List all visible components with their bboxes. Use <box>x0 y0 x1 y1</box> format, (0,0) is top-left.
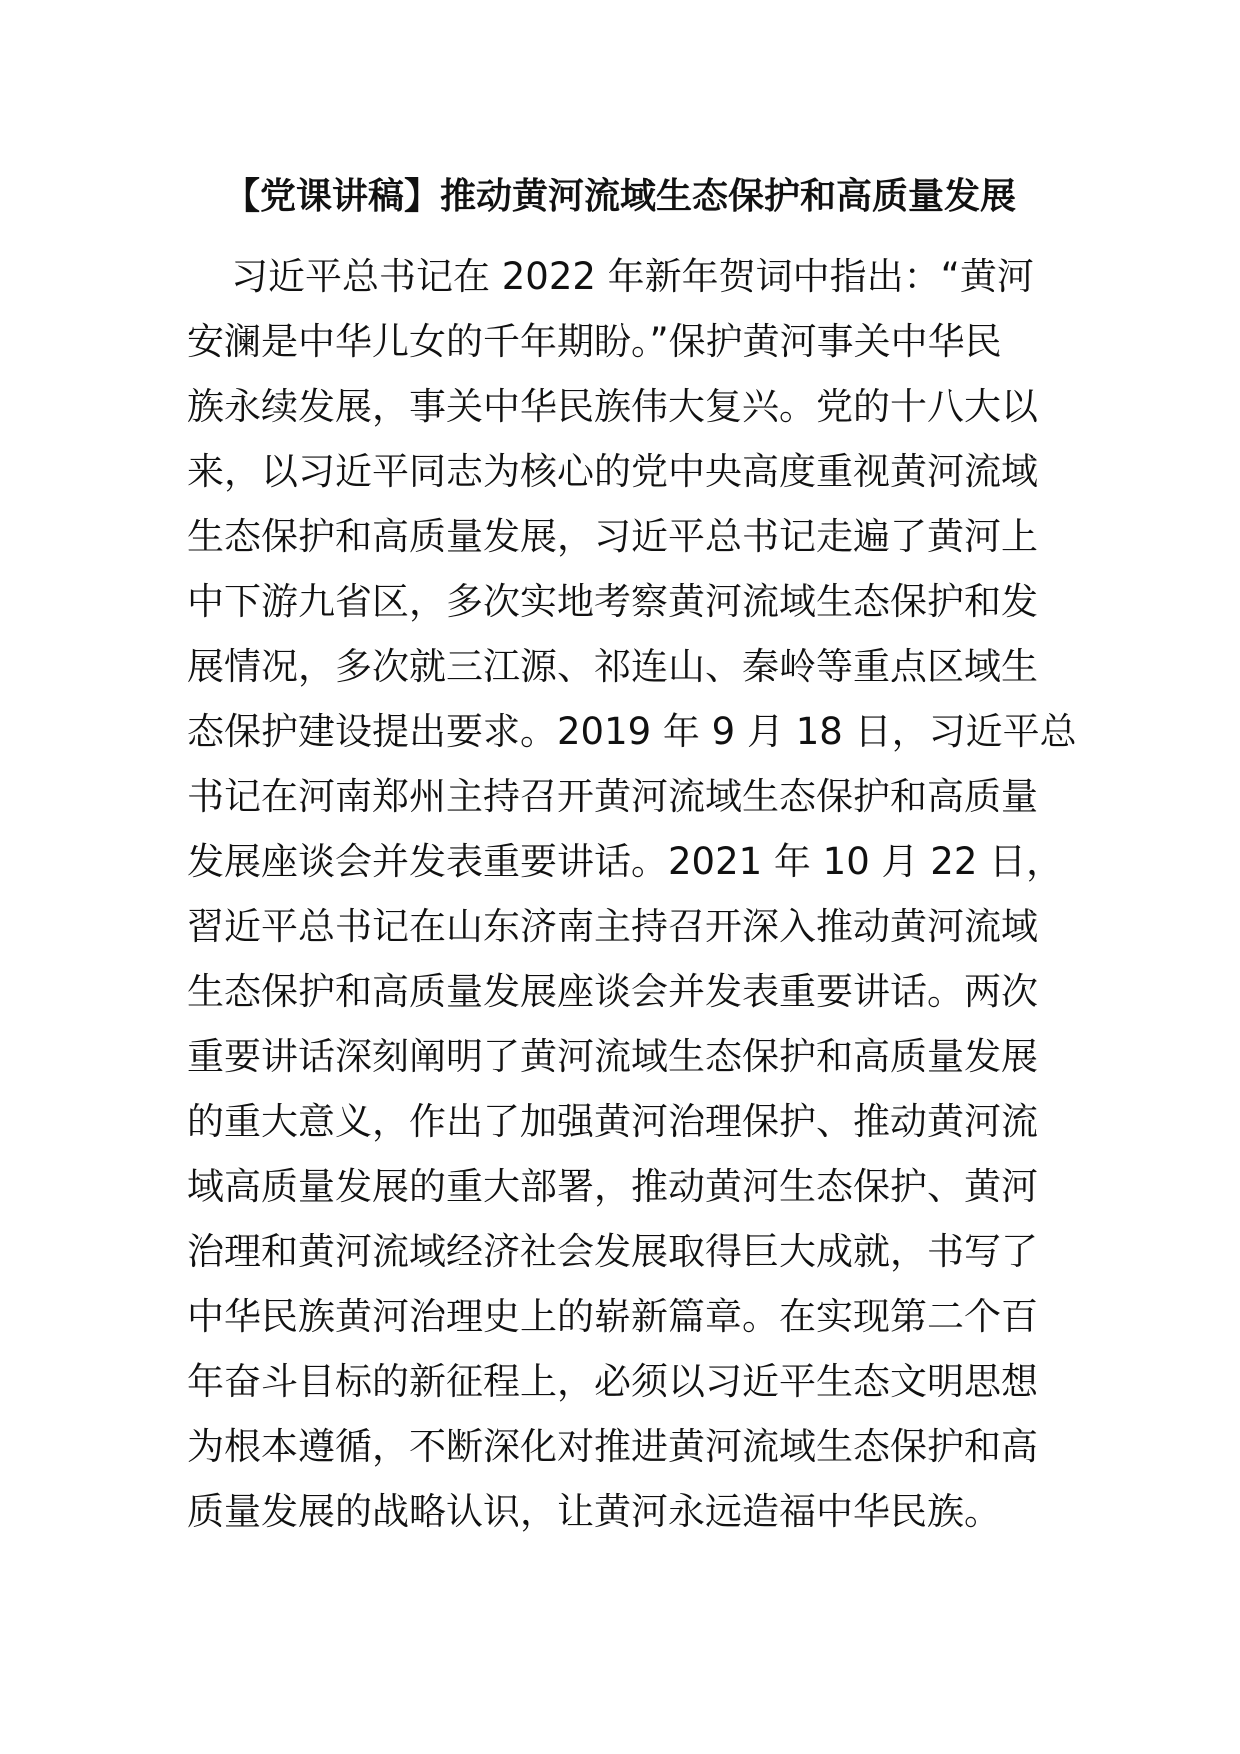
body-line: 重要讲话深刻阐明了黄河流域生态保护和高质量发展 <box>187 1035 1038 1078</box>
body-line: 来，以习近平同志为核心的党中央高度重视黄河流域 <box>187 450 1038 493</box>
body-line: 习近平总书记在 2022 年新年贺词中指出：“黄河 <box>231 255 1034 298</box>
body-line: 发展座谈会并发表重要讲话。2021 年 10 月 22 日， <box>187 840 1064 883</box>
body-line: 年奋斗目标的新征程上，必须以习近平生态文明思想 <box>187 1360 1038 1403</box>
body-line: 质量发展的战略认识，让黄河永远造福中华民族。 <box>187 1490 1001 1533</box>
body-line: 书记在河南郑州主持召开黄河流域生态保护和高质量 <box>187 775 1038 818</box>
body-line: 治理和黄河流域经济社会发展取得巨大成就，书写了 <box>187 1230 1038 1273</box>
body-line: 生态保护和高质量发展座谈会并发表重要讲话。两次 <box>187 970 1038 1013</box>
body-line: 为根本遵循，不断深化对推进黄河流域生态保护和高 <box>187 1425 1038 1468</box>
body-line: 的重大意义，作出了加强黄河治理保护、推动黄河流 <box>187 1100 1038 1143</box>
body-line: 态保护建设提出要求。2019 年 9 月 18 日，习近平总 <box>187 710 1077 753</box>
body-line: 安澜是中华儿女的千年期盼。”保护黄河事关中华民 <box>187 320 1002 363</box>
body-line: 展情况，多次就三江源、祁连山、秦岭等重点区域生 <box>187 645 1038 688</box>
body-line: 習近平总书记在山东济南主持召开深入推动黄河流域 <box>187 905 1038 948</box>
body-line: 域高质量发展的重大部署，推动黄河生态保护、黄河 <box>187 1165 1038 1208</box>
body-line: 生态保护和高质量发展，习近平总书记走遍了黄河上 <box>187 515 1038 558</box>
body-line: 中下游九省区，多次实地考察黄河流域生态保护和发 <box>187 580 1038 623</box>
body-line: 中华民族黄河治理史上的崭新篇章。在实现第二个百 <box>187 1295 1038 1338</box>
document-body <box>187 244 1077 1544</box>
document-title: 【党课讲稿】推动黄河流域生态保护和高质量发展 <box>223 176 1016 217</box>
body-line: 族永续发展，事关中华民族伟大复兴。党的十八大以 <box>187 385 1038 428</box>
